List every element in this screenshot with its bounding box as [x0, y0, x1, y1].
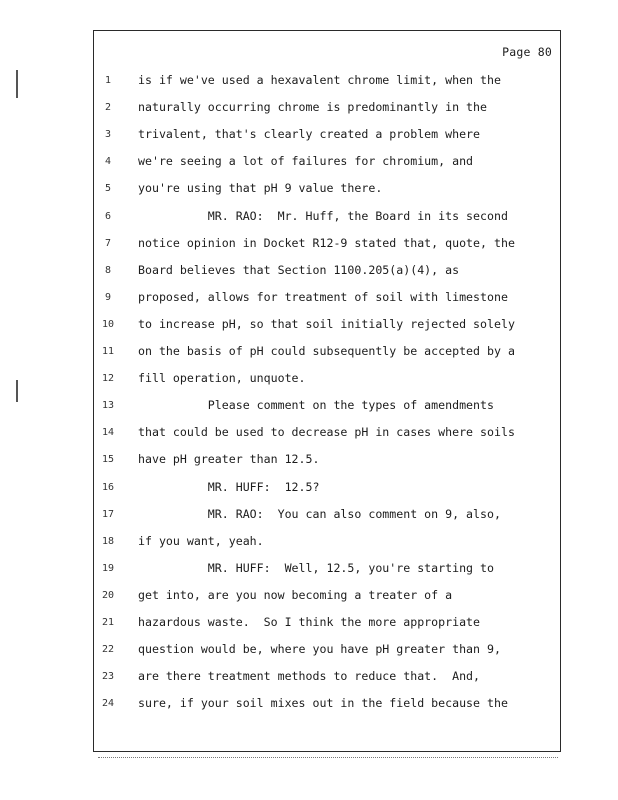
transcript-line: [94, 505, 560, 529]
transcript-line: [94, 98, 560, 122]
transcript-line: [94, 207, 560, 231]
line-text: notice opinion in Docket R12-9 stated that, quote, the: [138, 235, 515, 250]
transcript-line: [94, 288, 560, 312]
line-text: sure, if your soil mixes out in the field because the: [138, 696, 508, 711]
line-number: 17: [101, 508, 115, 520]
transcript-line: [94, 152, 560, 176]
transcript-line: [94, 450, 560, 474]
line-text: you're using that pH 9 value there.: [138, 181, 383, 196]
line-text: if you want, yeah.: [138, 533, 264, 548]
line-number: 14: [101, 427, 115, 439]
transcript-line: [94, 694, 560, 718]
line-text: have pH greater than 12.5.: [138, 452, 320, 467]
line-text: are there treatment methods to reduce that. And,: [138, 669, 481, 684]
transcript-line: [94, 369, 560, 393]
transcript-line: [94, 342, 560, 366]
transcript-line: [94, 396, 560, 420]
line-text: MR. HUFF: 12.5?: [138, 479, 320, 494]
transcript-line: [94, 125, 560, 149]
transcript-line: [94, 71, 560, 95]
line-text: hazardous waste. So I think the more appropriate: [138, 615, 481, 629]
margin-scan-mark: [16, 70, 18, 98]
line-number: 9: [104, 291, 112, 303]
transcript-line: [94, 667, 560, 691]
line-number: 22: [101, 644, 115, 656]
line-text: proposed, allows for treatment of soil with limestone: [138, 289, 508, 304]
line-number: 6: [104, 210, 112, 222]
line-text: MR. RAO: Mr. Huff, the Board in its second: [138, 208, 508, 223]
transcript-line: [94, 179, 560, 203]
line-number: 13: [101, 400, 115, 412]
transcript-line: [94, 315, 560, 339]
line-number: 21: [101, 617, 115, 628]
line-text: trivalent, that's clearly created a problem where: [138, 127, 481, 142]
line-number: 3: [104, 129, 112, 141]
line-number: 19: [101, 562, 115, 574]
transcript-page: [93, 30, 561, 752]
transcript-line: [94, 423, 560, 447]
line-text: to increase pH, so that soil initially rejected solely: [138, 316, 515, 331]
transcript-line: [94, 532, 560, 556]
line-number: 11: [101, 346, 115, 357]
line-number: 16: [101, 481, 115, 493]
transcript-line: [94, 586, 560, 610]
line-number: 7: [104, 237, 112, 249]
line-number: 10: [101, 318, 115, 330]
line-text: we're seeing a lot of failures for chromium, and: [138, 154, 474, 169]
line-number: 8: [104, 264, 112, 276]
line-number: 4: [104, 156, 112, 168]
line-text: that could be used to decrease pH in cases where soils: [138, 425, 515, 440]
line-number: 2: [104, 102, 112, 114]
line-number: 20: [101, 589, 115, 601]
line-number: 24: [101, 698, 115, 710]
line-text: is if we've used a hexavalent chrome limit, when the: [138, 73, 501, 87]
transcript-line: [94, 640, 560, 664]
line-number: 18: [101, 535, 115, 547]
line-text: MR. HUFF: Well, 12.5, you're starting to: [138, 560, 494, 575]
line-text: fill operation, unquote.: [138, 371, 306, 386]
line-number: 1: [104, 75, 112, 86]
line-text: naturally occurring chrome is predominantly in the: [138, 100, 488, 115]
line-number: 15: [101, 454, 115, 466]
bottom-scan-artifact: [98, 757, 558, 759]
line-text: get into, are you now becoming a treater of a: [138, 587, 453, 602]
transcript-line: [94, 478, 560, 502]
line-text: Please comment on the types of amendments: [138, 398, 494, 413]
transcript-line: [94, 559, 560, 583]
transcript-line: [94, 234, 560, 258]
line-number: 12: [101, 373, 115, 385]
line-number: 5: [104, 183, 112, 195]
line-text: Board believes that Section 1100.205(a)(4), as: [138, 262, 460, 277]
transcript-line: [94, 613, 560, 637]
line-number: 23: [101, 671, 115, 683]
transcript-line: [94, 261, 560, 285]
line-text: MR. RAO: You can also comment on 9, also,: [138, 506, 501, 521]
line-text: on the basis of pH could subsequently be accepted by a: [138, 344, 515, 358]
margin-scan-mark: [16, 380, 18, 402]
page-number: Page 80: [502, 45, 552, 59]
line-text: question would be, where you have pH greater than 9,: [138, 642, 501, 657]
